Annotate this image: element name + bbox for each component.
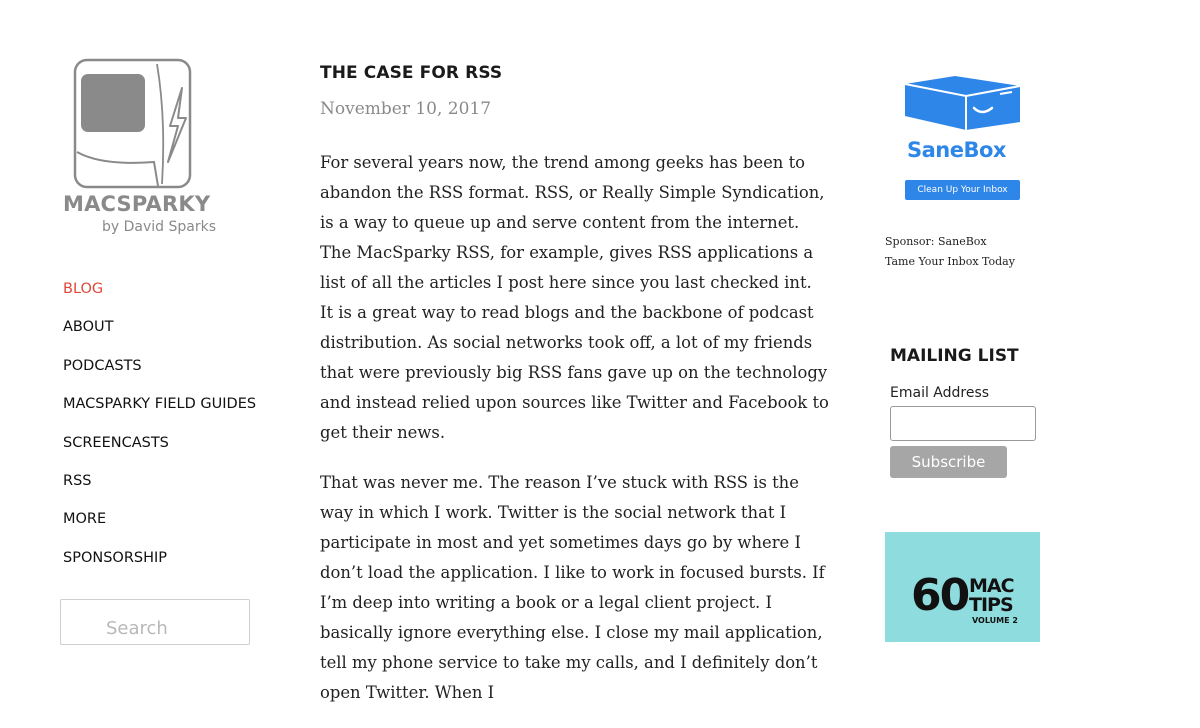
email-field[interactable] <box>890 406 1036 441</box>
nav-item-field-guides[interactable]: MACSPARKY FIELD GUIDES <box>63 396 257 413</box>
tips-title <box>969 577 1014 615</box>
tips-volume: VOLUME 2 <box>972 616 1018 625</box>
sanebox-box-icon <box>900 72 1025 134</box>
mailing-list-title: MAILING LIST <box>890 346 1019 366</box>
sponsor-label[interactable]: Sponsor: SaneBox <box>885 235 987 248</box>
post-title[interactable]: THE CASE FOR RSS <box>320 63 503 83</box>
nav-item-screencasts[interactable]: SCREENCASTS <box>63 434 169 451</box>
post-date: November 10, 2017 <box>320 99 492 119</box>
nav-item-more[interactable]: MORE <box>63 511 107 528</box>
tips-title-line1: MAC <box>969 575 1014 597</box>
sanebox-cta-button[interactable]: Clean Up Your Inbox <box>905 180 1020 200</box>
subscribe-button[interactable]: Subscribe <box>890 446 1007 478</box>
post-paragraph: For several years now, the trend among geeks has been to abandon the RSS format. RSS, or Really Simple Syndication, is a way to queue up and serve content from the internet. The MacSparky RSS, for example, gives RSS applications a list of all the articles I post here since you last checked int. It is a great way to read blogs and the backbone of podcast distribution. As social networks took off, a lot of my friends that were previously big RSS fans gave up on the technology and instead relied upon sources like Twitter and Facebook to get their news. <box>320 153 829 442</box>
logo-wordmark: MACSPARKY <box>63 192 211 216</box>
main-nav <box>63 281 263 588</box>
nav-item-blog[interactable]: BLOG <box>63 281 104 297</box>
nav-item-rss[interactable]: RSS <box>63 472 92 489</box>
tips-title-line2: TIPS <box>969 594 1013 616</box>
mac-tips-ad[interactable] <box>885 532 1040 642</box>
nav-item-podcasts[interactable]: PODCASTS <box>63 357 142 374</box>
search-input[interactable] <box>60 599 250 645</box>
sanebox-ad[interactable] <box>900 72 1025 204</box>
post-paragraph: That was never me. The reason I’ve stuck with RSS is the way in which I work. Twitter is the social network that I participate in most and yet sometimes days go by where I don’t load the application. I like to work in focused bursts. If I’m deep into writing a book or a legal client project. I basically ignore everything else. I close my mail application, tell my phone service to take my calls, and I definitely don’t open Twitter. When I <box>320 473 825 702</box>
classic-mac-icon <box>62 58 212 192</box>
tips-number: 60 <box>911 570 969 621</box>
sanebox-wordmark: SaneBox <box>907 138 1006 162</box>
sponsor-tagline[interactable]: Tame Your Inbox Today <box>885 255 1015 268</box>
site-logo[interactable] <box>62 58 217 240</box>
nav-item-about[interactable]: ABOUT <box>63 319 114 336</box>
email-label: Email Address <box>890 385 990 401</box>
nav-item-sponsorship[interactable]: SPONSORSHIP <box>63 549 168 566</box>
post-body <box>320 148 830 728</box>
logo-byline: by David Sparks <box>102 219 217 235</box>
